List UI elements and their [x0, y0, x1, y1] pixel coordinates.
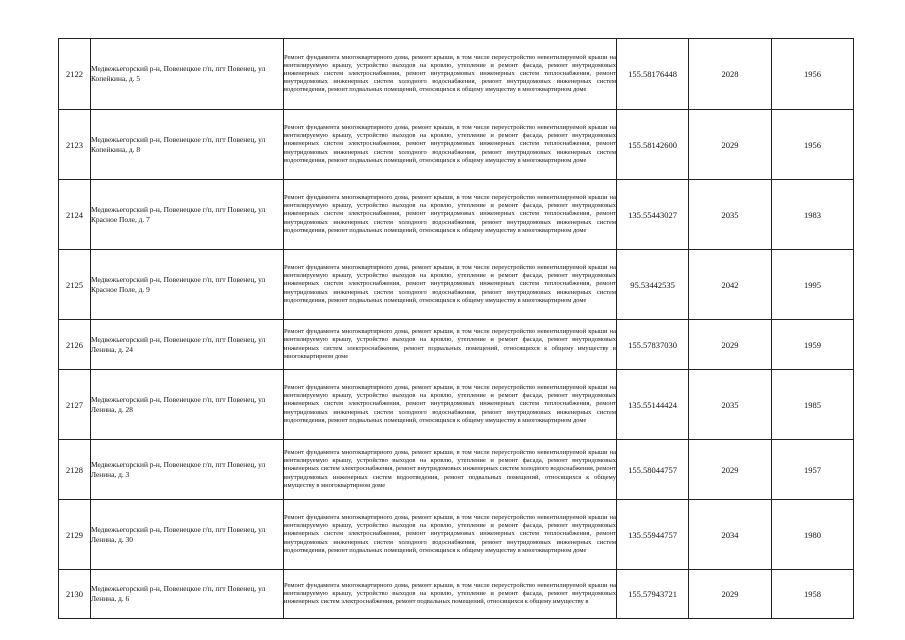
works-cell: Ремонт фундамента многоквартирного дома, ремонт крыши, в том числе переустройство невентилируемой крыши на вентилируемую крышу, устройство выходов на кровлю, утепление и ремонт фасада, ремонт внутридомовых инженерных систем электроснабжения, ремонт внутридомовых инженерных систем теплоснабжения, ремонт внутридомовых инженерных систем холодного водоснабжения, ремонт внутридомовых инженерных систем водоотведения, ремонт подвальных помещений, относящихся к общему имуществу в многоквартирном доме — [284, 110, 617, 180]
build-year-cell: 1980 — [772, 500, 854, 570]
works-cell: Ремонт фундамента многоквартирного дома, ремонт крыши, в том числе переустройство невентилируемой крыши на вентилируемую крышу, устройство выходов на кровлю, утепление и ремонт фасада, ремонт внутридомовых инженерных систем электроснабжения, ремонт подвальных помещений, относящихся к общему имуществу в — [284, 570, 617, 619]
cost-cell: 155.57943721 — [617, 570, 689, 619]
works-cell: Ремонт фундамента многоквартирного дома, ремонт крыши, в том числе переустройство невентилируемой крыши на вентилируемую крышу, устройство выходов на кровлю, утепление и ремонт фасада, ремонт внутридомовых инженерных систем электроснабжения, ремонт внутридомовых инженерных систем теплоснабжения, ремонт внутридомовых инженерных систем холодного водоснабжения, ремонт внутридомовых инженерных систем водоотведения, ремонт подвальных помещений, относящихся к общему имуществу в многоквартирном доме — [284, 39, 617, 110]
build-year-cell: 1995 — [772, 250, 854, 320]
row-number: 2130 — [59, 570, 91, 619]
table-row — [59, 500, 854, 570]
works-cell: Ремонт фундамента многоквартирного дома, ремонт крыши, в том числе переустройство невентилируемой крыши на вентилируемую крышу, устройство выходов на кровлю, утепление и ремонт фасада, ремонт внутридомовых инженерных систем электроснабжения, ремонт подвальных помещений, относящихся к общему имуществу в многоквартирном доме — [284, 320, 617, 370]
repair-year-cell: 2029 — [689, 110, 772, 180]
row-number: 2129 — [59, 500, 91, 570]
table-row — [59, 440, 854, 500]
works-cell: Ремонт фундамента многоквартирного дома, ремонт крыши, в том числе переустройство невентилируемой крыши на вентилируемую крышу, устройство выходов на кровлю, утепление и ремонт фасада, ремонт внутридомовых инженерных систем электроснабжения, ремонт внутридомовых инженерных систем теплоснабжения, ремонт внутридомовых инженерных систем холодного водоснабжения, ремонт внутридомовых инженерных систем водоотведения, ремонт подвальных помещений, относящихся к общему имуществу в многоквартирном доме — [284, 500, 617, 570]
works-cell: Ремонт фундамента многоквартирного дома, ремонт крыши, в том числе переустройство невентилируемой крыши на вентилируемую крышу, устройство выходов на кровлю, утепление и ремонт фасада, ремонт внутридомовых инженерных систем электроснабжения, ремонт внутридомовых инженерных систем теплоснабжения, ремонт внутридомовых инженерных систем холодного водоснабжения, ремонт внутридомовых инженерных систем водоотведения, ремонт подвальных помещений, относящихся к общему имуществу в многоквартирном доме — [284, 370, 617, 440]
row-number: 2127 — [59, 370, 91, 440]
address-cell: Медвежьегорский р-н, Повенецкое г/п, пгт Повенец, ул Красное Поле, д. 9 — [91, 250, 284, 320]
table-row — [59, 570, 854, 619]
works-cell: Ремонт фундамента многоквартирного дома, ремонт крыши, в том числе переустройство невентилируемой крыши на вентилируемую крышу, устройство выходов на кровлю, утепление и ремонт фасада, ремонт внутридомовых инженерных систем электроснабжения, ремонт внутридомовых инженерных систем теплоснабжения, ремонт внутридомовых инженерных систем холодного водоснабжения, ремонт внутридомовых инженерных систем водоотведения, ремонт подвальных помещений, относящихся к общему имуществу в многоквартирном доме — [284, 180, 617, 250]
address-cell: Медвежьегорский р-н, Повенецкое г/п, пгт Повенец, ул Копейкина, д. 5 — [91, 39, 284, 110]
repair-year-cell: 2028 — [689, 39, 772, 110]
housing-repair-table — [58, 38, 854, 619]
repair-year-cell: 2042 — [689, 250, 772, 320]
repair-year-cell: 2035 — [689, 180, 772, 250]
cost-cell: 95.53442535 — [617, 250, 689, 320]
address-cell: Медвежьегорский р-н, Повенецкое г/п, пгт Повенец, ул Ленина, д. 6 — [91, 570, 284, 619]
cost-cell: 155.58044757 — [617, 440, 689, 500]
table-row — [59, 180, 854, 250]
cost-cell: 155.58176448 — [617, 39, 689, 110]
build-year-cell: 1957 — [772, 440, 854, 500]
build-year-cell: 1959 — [772, 320, 854, 370]
row-number: 2126 — [59, 320, 91, 370]
row-number: 2128 — [59, 440, 91, 500]
repair-year-cell: 2029 — [689, 440, 772, 500]
cost-cell: 135.55144424 — [617, 370, 689, 440]
cost-cell: 135.55944757 — [617, 500, 689, 570]
row-number: 2122 — [59, 39, 91, 110]
repair-year-cell: 2035 — [689, 370, 772, 440]
build-year-cell: 1956 — [772, 39, 854, 110]
build-year-cell: 1985 — [772, 370, 854, 440]
address-cell: Медвежьегорский р-н, Повенецкое г/п, пгт Повенец, ул Ленина, д. 28 — [91, 370, 284, 440]
repair-year-cell: 2034 — [689, 500, 772, 570]
repair-year-cell: 2029 — [689, 570, 772, 619]
address-cell: Медвежьегорский р-н, Повенецкое г/п, пгт Повенец, ул Красное Поле, д. 7 — [91, 180, 284, 250]
row-number: 2124 — [59, 180, 91, 250]
row-number: 2123 — [59, 110, 91, 180]
cost-cell: 155.57837030 — [617, 320, 689, 370]
works-cell: Ремонт фундамента многоквартирного дома, ремонт крыши, в том числе переустройство невентилируемой крыши на вентилируемую крышу, устройство выходов на кровлю, утепление и ремонт фасада, ремонт внутридомовых инженерных систем электроснабжения, ремонт внутридомовых инженерных систем холодного водоснабжения, ремонт внутридомовых инженерных систем водоотведения, ремонт подвальных помещений, относящихся к общему имуществу в многоквартирном доме — [284, 440, 617, 500]
cost-cell: 135.55443027 — [617, 180, 689, 250]
table-row — [59, 39, 854, 110]
address-cell: Медвежьегорский р-н, Повенецкое г/п, пгт Повенец, ул Ленина, д. 3 — [91, 440, 284, 500]
table-row — [59, 370, 854, 440]
address-cell: Медвежьегорский р-н, Повенецкое г/п, пгт Повенец, ул Ленина, д. 30 — [91, 500, 284, 570]
cost-cell: 155.58142600 — [617, 110, 689, 180]
build-year-cell: 1956 — [772, 110, 854, 180]
table-row — [59, 320, 854, 370]
table-row — [59, 250, 854, 320]
table-row — [59, 110, 854, 180]
works-cell: Ремонт фундамента многоквартирного дома, ремонт крыши, в том числе переустройство невентилируемой крыши на вентилируемую крышу, устройство выходов на кровлю, утепление и ремонт фасада, ремонт внутридомовых инженерных систем электроснабжения, ремонт внутридомовых инженерных систем теплоснабжения, ремонт внутридомовых инженерных систем холодного водоснабжения, ремонт внутридомовых инженерных систем водоотведения, ремонт подвальных помещений, относящихся к общему имуществу в многоквартирном доме — [284, 250, 617, 320]
build-year-cell: 1983 — [772, 180, 854, 250]
address-cell: Медвежьегорский р-н, Повенецкое г/п, пгт Повенец, ул Копейкина, д. 8 — [91, 110, 284, 180]
row-number: 2125 — [59, 250, 91, 320]
repair-year-cell: 2029 — [689, 320, 772, 370]
build-year-cell: 1958 — [772, 570, 854, 619]
address-cell: Медвежьегорский р-н, Повенецкое г/п, пгт Повенец, ул Ленина, д. 24 — [91, 320, 284, 370]
